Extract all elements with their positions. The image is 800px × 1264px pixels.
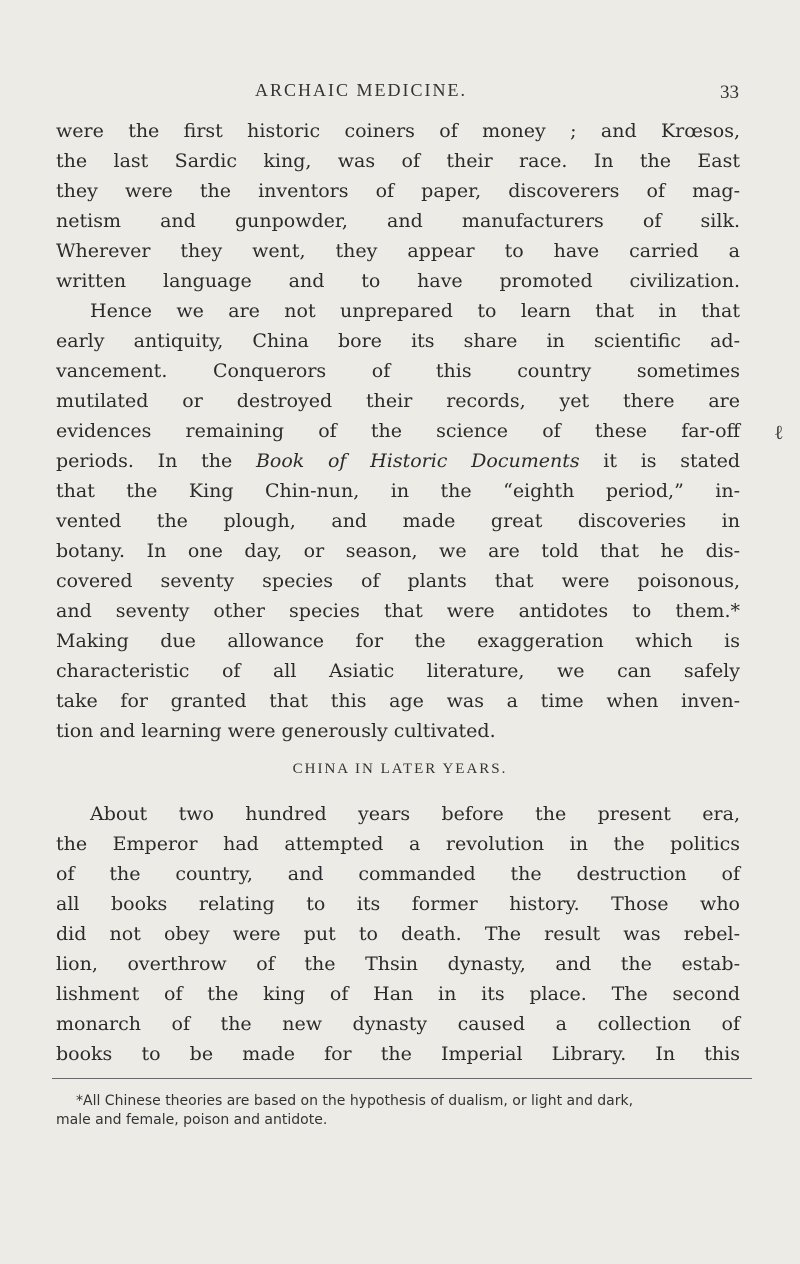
text-line: botany. In one day, or season, we are told that he dis-	[56, 540, 740, 562]
section-heading: CHINA IN LATER YEARS.	[292, 761, 508, 777]
page-number: 33	[720, 82, 739, 103]
margin-mark: ℓ	[774, 420, 784, 444]
text-line: and seventy other species that were antidotes to them.*	[56, 600, 740, 622]
text-line: did not obey were put to death. The result was rebel-	[56, 923, 740, 945]
text-line: Making due allowance for the exaggeration which is	[56, 630, 740, 652]
text-line: the Emperor had attempted a revolution in the politics	[56, 833, 740, 855]
text-line: that the King Chin-nun, in the “eighth period,” in-	[56, 480, 740, 502]
text-line: books to be made for the Imperial Library. In this	[56, 1043, 740, 1065]
text-line: early antiquity, China bore its share in scientific ad-	[56, 330, 740, 352]
running-title: ARCHAIC MEDICINE.	[255, 80, 467, 100]
text-run: periods. In the	[56, 450, 256, 472]
text-line: vancement. Conquerors of this country sometimes	[56, 360, 740, 382]
text-line: Wherever they went, they appear to have carried a	[56, 240, 740, 262]
text-line: take for granted that this age was a time when inven-	[56, 690, 740, 712]
text-line: they were the inventors of paper, discoverers of mag-	[56, 180, 740, 202]
text-line: characteristic of all Asiatic literature, we can safely	[56, 660, 740, 682]
footnote-line: male and female, poison and antidote.	[56, 1112, 328, 1128]
text-line: mutilated or destroyed their records, yet there are	[56, 390, 740, 412]
footnote-line: *All Chinese theories are based on the hypothesis of dualism, or light and dark,	[76, 1093, 634, 1109]
text-line: written language and to have promoted civilization.	[56, 270, 740, 292]
footnote-rule	[52, 1078, 752, 1079]
text-line: lishment of the king of Han in its place. The second	[56, 983, 740, 1005]
text-line: Hence we are not unprepared to learn that in that	[90, 300, 740, 322]
text-line: were the first historic coiners of money ; and Krœsos,	[56, 120, 740, 142]
text-line: the last Sardic king, was of their race. In the East	[56, 150, 740, 172]
text-line: covered seventy species of plants that were poisonous,	[56, 570, 740, 592]
text-line: of the country, and commanded the destruction of	[56, 863, 740, 885]
text-line: evidences remaining of the science of these far-off	[56, 420, 740, 442]
text-line: tion and learning were generously cultivated.	[56, 720, 496, 742]
text-line: lion, overthrow of the Thsin dynasty, and the estab-	[56, 953, 740, 975]
text-line: About two hundred years before the present era,	[90, 803, 740, 825]
text-line: all books relating to its former history. Those who	[56, 893, 740, 915]
text-line: netism and gunpowder, and manufacturers of silk.	[56, 210, 740, 232]
text-run: it is stated	[579, 450, 741, 472]
text-line: vented the plough, and made great discoveries in	[56, 510, 740, 532]
book-title: Book of Historic Documents	[255, 450, 580, 472]
text-line	[56, 447, 740, 475]
text-line: monarch of the new dynasty caused a collection of	[56, 1013, 740, 1035]
